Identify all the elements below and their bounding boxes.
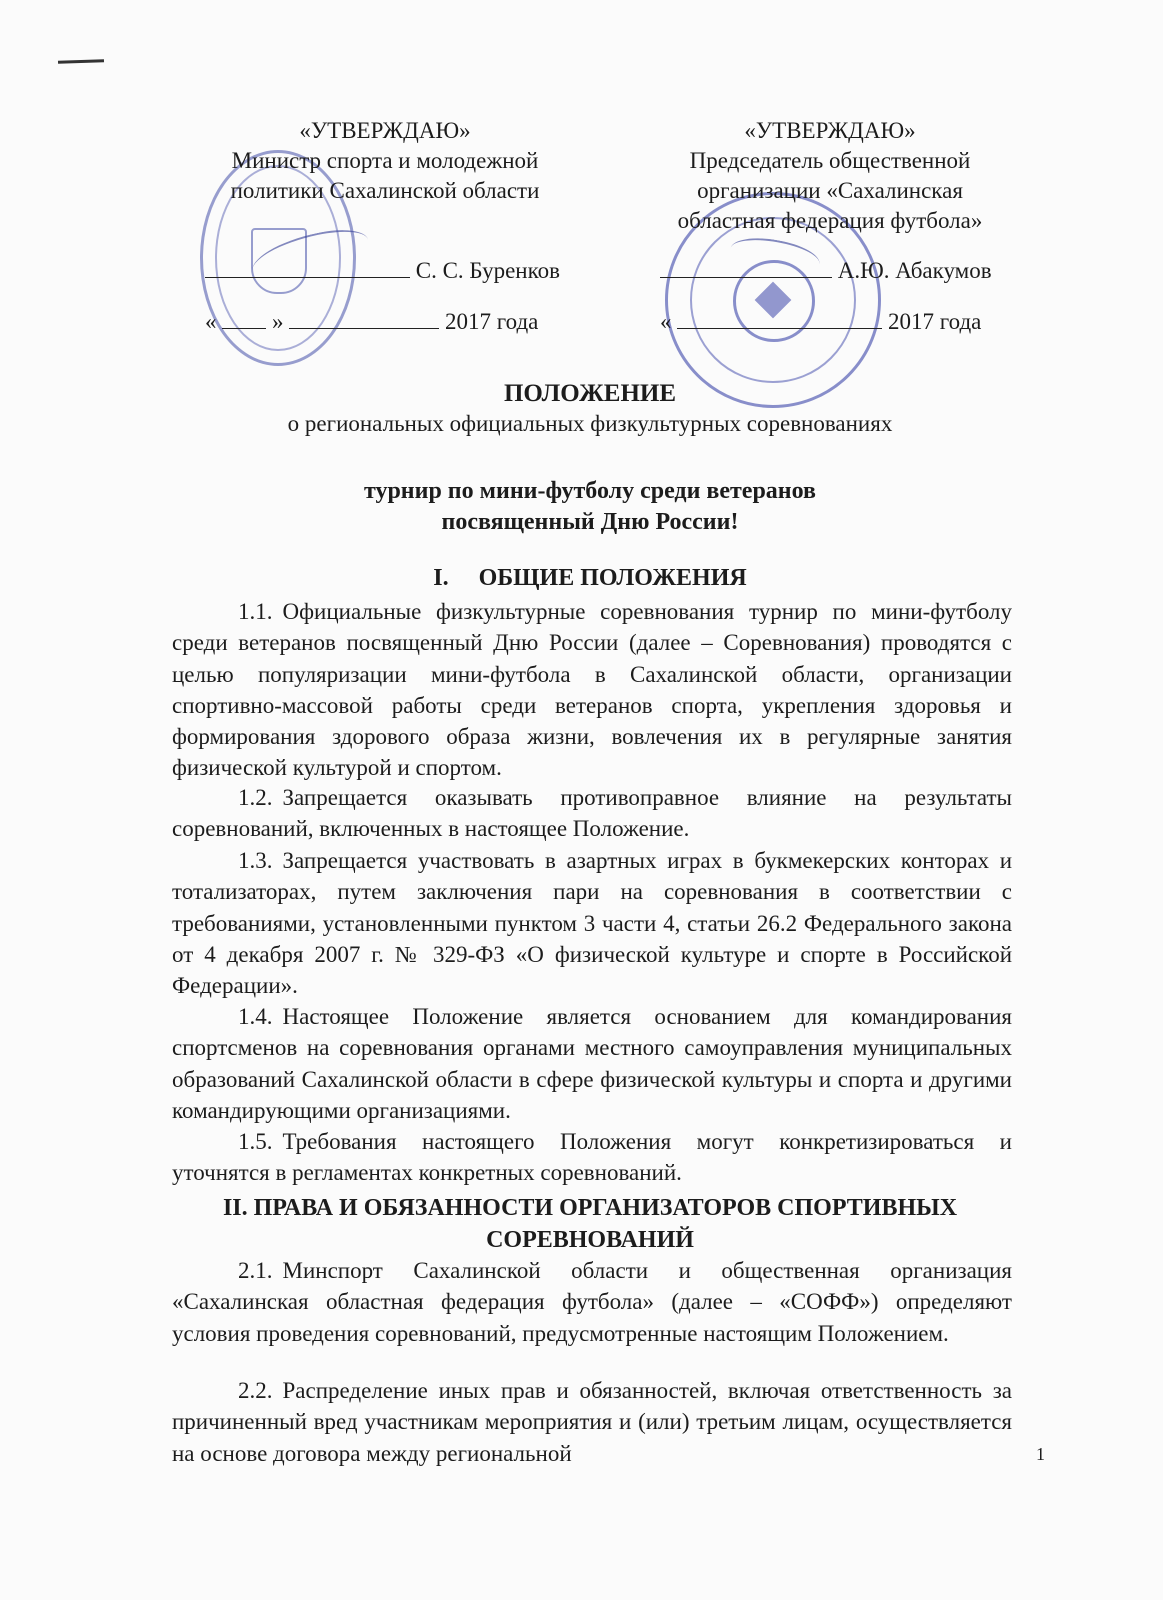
paragraph-1-1: 1.1. Официальные физкультурные соревнования турнир по мини-футболу среди ветеранов посвященный Дню России (далее – Соревнования) проводятся с целью популяризации мини-футбола в Сахалинской области, организации спортивно-массовой работы среди ветеранов спорта, укрепления здоровья и формирования здорового образа жизни, вовлечения их в регулярные занятия физической культурой и спортом.	[172, 599, 1012, 781]
paragraph-1-4: 1.4. Настоящее Положение является основанием для командирования спортсменов на соревнования органами местного самоуправления муниципальных образований Сахалинской области в сфере физической культуры и спорта и другими командирующими организациями.	[172, 1004, 1012, 1123]
paragraph-1-3: 1.3. Запрещается участвовать в азартных играх в букмекерских конторах и тотализаторах, путем заключения пари на соревнования в соответствии с требованиями, установленными пунктом 3 части 4, статьи 26.2 Федерального закона от 4 декабря 2007 г. № 329-ФЗ «О физической культуре и спорте в Российской Федерации».	[172, 848, 1012, 999]
event-title	[170, 476, 1010, 538]
paragraph-1-5: 1.5. Требования настоящего Положения могут конкретизироваться и уточнятся в регламентах конкретных соревнований.	[172, 1129, 1012, 1186]
approval-right-position-line1: Председатель общественной	[689, 148, 971, 173]
paragraph-2-1: 2.1. Минспорт Сахалинской области и общественная организация «Сахалинская областная федерация футбола» (далее – «СОФФ») определяют условия проведения соревнований, предусмотренные настоящим Положением.	[172, 1258, 1012, 1346]
approval-left-signature-line	[205, 258, 560, 284]
event-title-line2: посвященный Дню России!	[441, 509, 739, 535]
approval-right-position-line2: организации «Сахалинская	[697, 178, 963, 203]
section-2-title: II. ПРАВА И ОБЯЗАННОСТИ ОРГАНИЗАТОРОВ СПОРТИВНЫХ СОРЕВНОВАНИЙ	[222, 1195, 958, 1253]
section-1-title: I. ОБЩИЕ ПОЛОЖЕНИЯ	[433, 565, 747, 591]
approval-left-date: « » 2017 года	[205, 309, 539, 334]
approval-right-title: «УТВЕРЖДАЮ»	[744, 118, 916, 143]
approval-right-signatory: А.Ю. Абакумов	[837, 258, 992, 283]
approval-left-position-line2: политики Сахалинской области	[230, 178, 540, 203]
paragraph-1-2: 1.2. Запрещается оказывать противоправное влияние на результаты соревнований, включенных в настоящее Положение.	[172, 785, 1012, 842]
paragraph-2-2: 2.2. Распределение иных прав и обязанностей, включая ответственность за причиненный вред участникам мероприятия и (или) третьим лицам, осуществляется на основе договора между региональной	[172, 1378, 1012, 1466]
approval-right-date: « 2017 года	[660, 309, 982, 334]
approval-right-signature-line	[660, 258, 992, 284]
approval-left-signatory: С. С. Буренков	[415, 258, 560, 283]
page-number: 1	[1036, 1444, 1045, 1464]
approval-right-position-line3: областная федерация футбола»	[677, 208, 983, 233]
document-title: ПОЛОЖЕНИЕ	[503, 380, 677, 407]
scan-mark	[58, 59, 104, 64]
event-title-line1: турнир по мини-футболу среди ветеранов	[363, 478, 816, 504]
approval-left-position-line1: Министр спорта и молодежной	[231, 148, 539, 173]
approval-left-title: «УТВЕРЖДАЮ»	[299, 118, 471, 143]
document-subtitle: о региональных официальных физкультурных соревнованиях	[287, 411, 893, 436]
approval-left	[200, 116, 570, 206]
approval-right	[650, 116, 1010, 236]
